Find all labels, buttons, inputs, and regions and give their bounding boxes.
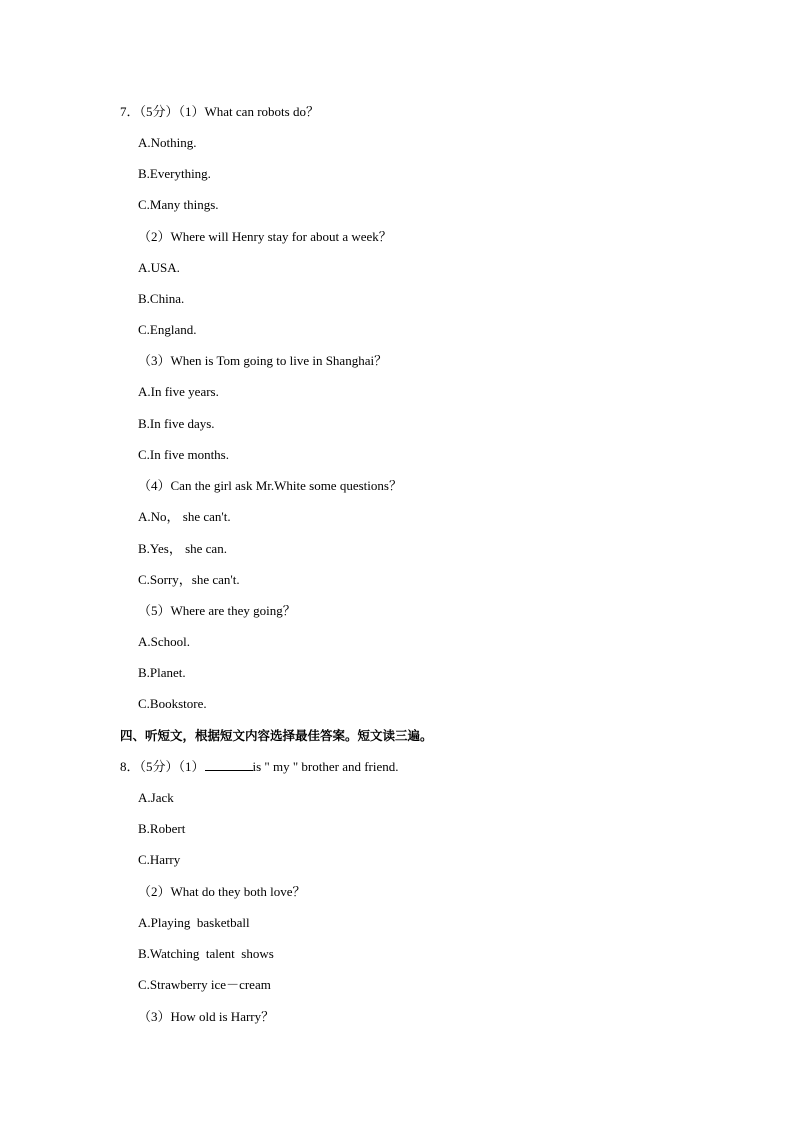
q7-3-option-b: B.In five days. xyxy=(138,416,215,431)
q7-3-option-c: C.In five months. xyxy=(138,447,229,462)
q7-4-option-b: B.Yes， she can. xyxy=(138,541,227,556)
q7-1-option-c: C.Many things. xyxy=(138,197,219,212)
q8-1-option-b: B.Robert xyxy=(138,821,186,836)
q7-2-option-c: C.England. xyxy=(138,322,197,337)
q7-5-option-b: B.Planet. xyxy=(138,665,186,680)
q7-1-option-a: A.Nothing. xyxy=(138,135,197,150)
q8-2-option-c: C.Strawberry ice－cream xyxy=(138,977,271,992)
q7-5-option-a: A.School. xyxy=(138,634,190,649)
q7-1-option-b: B.Everything. xyxy=(138,166,211,181)
q8-2-option-b: B.Watching talent shows xyxy=(138,946,274,961)
q7-5-option-c: C.Bookstore. xyxy=(138,696,207,711)
question-8-2: （2）What do they both love？ xyxy=(138,884,306,899)
question-7-2: （2）Where will Henry stay for about a week？ xyxy=(138,229,392,244)
answer-blank xyxy=(205,759,253,771)
q8-1-option-a: A.Jack xyxy=(138,790,174,805)
question-7-header: 7．（5分）（1）What can robots do？ xyxy=(120,104,319,119)
q7-3-option-a: A.In five years. xyxy=(138,384,219,399)
question-7-3: （3）When is Tom going to live in Shanghai？ xyxy=(138,353,388,368)
question-8-suffix: is " my " brother and friend. xyxy=(252,759,399,774)
question-8-3: （3）How old is Harry？ xyxy=(138,1009,275,1024)
section-4-title: 四、听短文，根据短文内容选择最佳答案。短文读三遍。 xyxy=(120,728,433,743)
q7-4-option-a: A.No， she can't. xyxy=(138,509,231,524)
question-8-header xyxy=(120,759,399,775)
question-7-4: （4）Can the girl ask Mr.White some questions？ xyxy=(138,478,402,493)
q7-2-option-a: A.USA. xyxy=(138,260,180,275)
q7-2-option-b: B.China. xyxy=(138,291,185,306)
question-8-prefix: 8．（5分）（1） xyxy=(120,759,205,774)
q8-1-option-c: C.Harry xyxy=(138,852,181,867)
question-7-5: （5）Where are they going？ xyxy=(138,603,296,618)
q7-4-option-c: C.Sorry，she can't. xyxy=(138,572,240,587)
q8-2-option-a: A.Playing basketball xyxy=(138,915,250,930)
